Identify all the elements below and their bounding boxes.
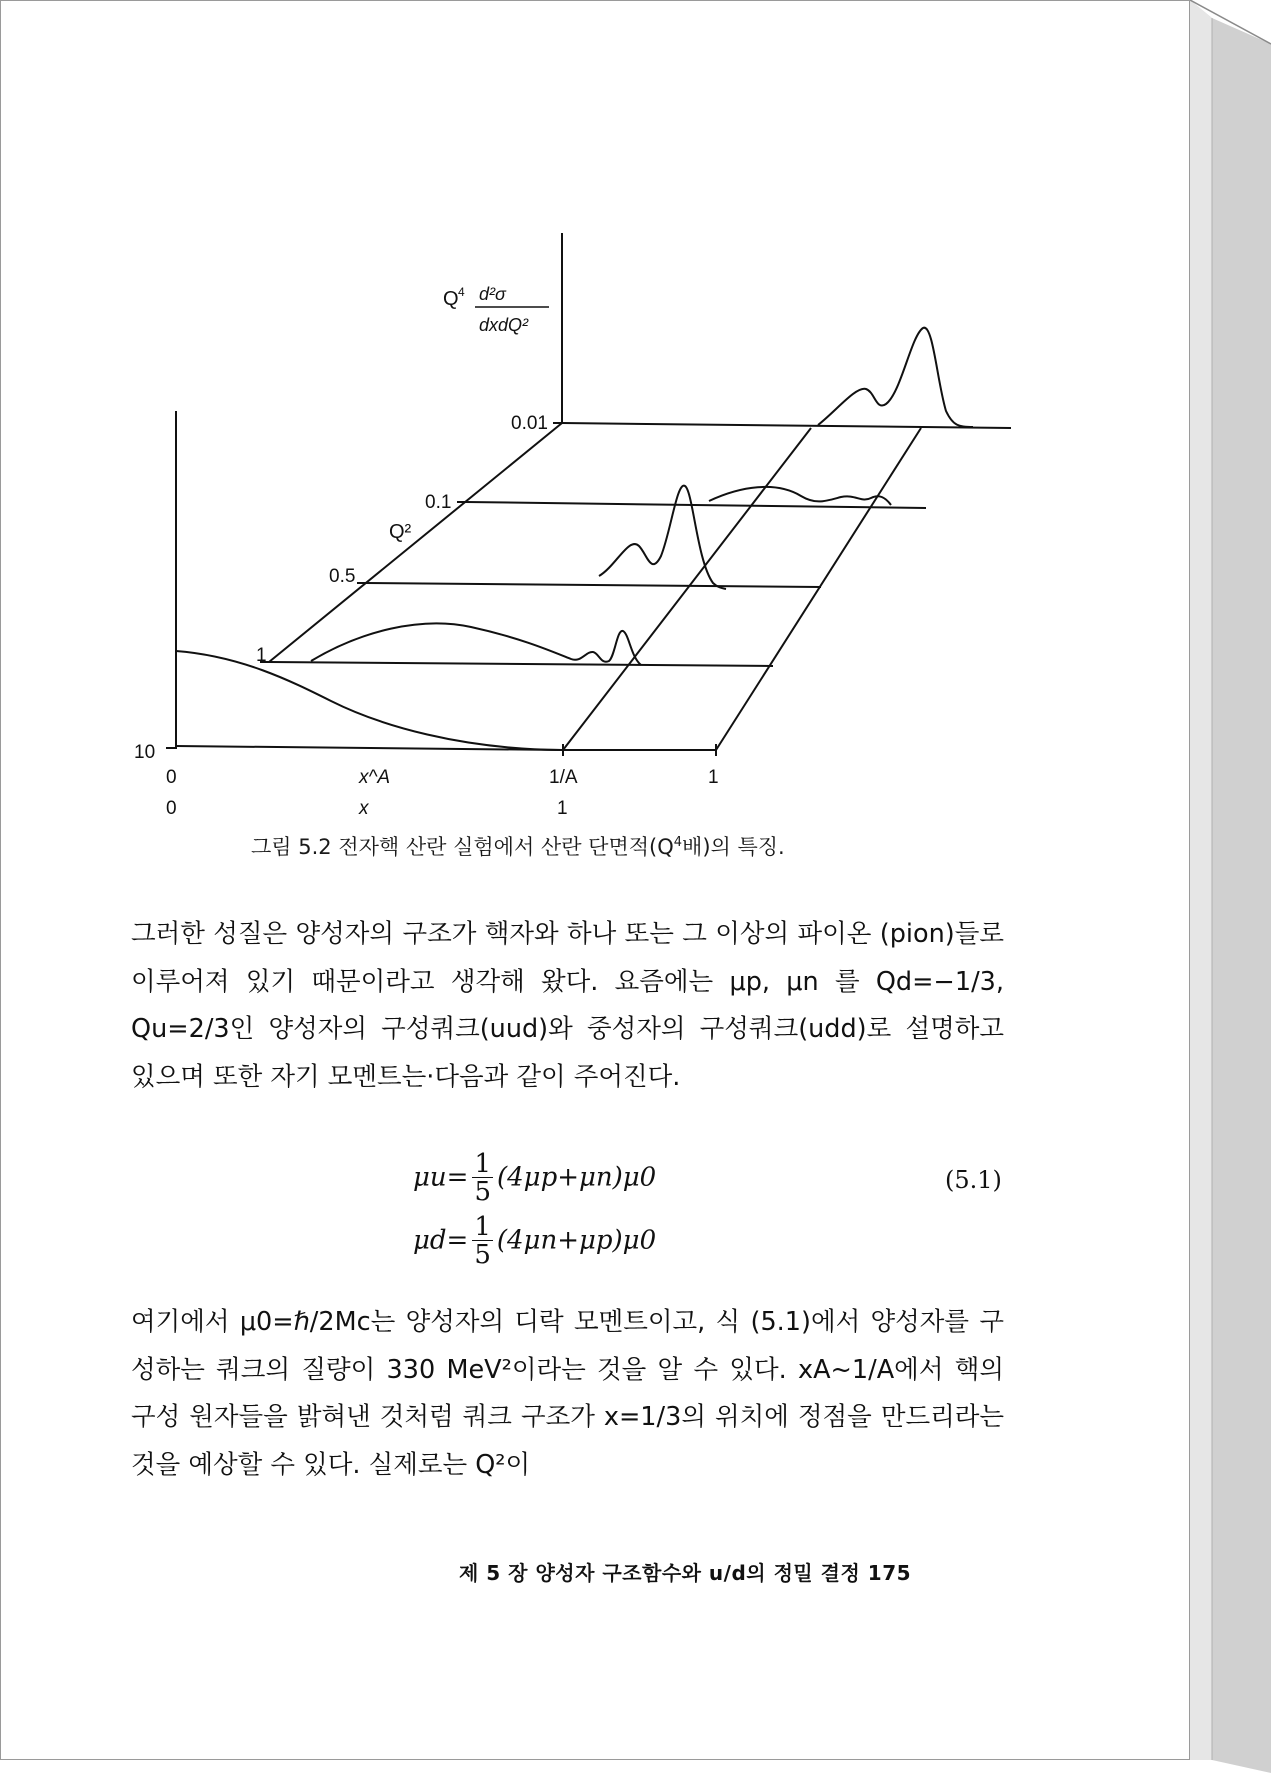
- q2-tick-01: 0.1: [425, 492, 452, 513]
- q2-tick-001: 0.01: [511, 413, 548, 434]
- page-footer: 제 5 장 양성자 구조함수와 u/d의 정밀 결정 175: [459, 1561, 912, 1585]
- x-row2-1: 1: [557, 798, 568, 819]
- equation-mu-u: μu= $\frac{1}{5}$ (4μp+μn)μ0: [413, 1149, 657, 1207]
- grid-line-01: [466, 502, 926, 508]
- equation-number: (5.1): [945, 1166, 1002, 1194]
- depth-line-1a: [563, 428, 811, 750]
- paragraph-1: 그러한 성질은 양성자의 구조가 핵자와 하나 또는 그 이상의 파이온 (pion)들로 이루어져 있기 때문이라고 생각해 왔다. 요즘에는 μp, μn 를 Qd=−1/3, Qu=2/3인 양성자의 구성쿼크(uud)와 중성자의 구성쿼크(udd)로 설명하고 있으며 또한 자기 모멘트는·다음과 같이 주어진다.: [131, 919, 1004, 1092]
- figure-caption: 그림 5.2 전자핵 산란 실험에서 산란 단면적($Q^4$배)의 특징.: [251, 835, 785, 859]
- book-spine-edge: [1190, 0, 1271, 1773]
- q2-tick-05: 0.5: [329, 566, 356, 587]
- y-label-numerator: d²σ: [479, 284, 506, 304]
- q2-tick-1: 1: [256, 645, 267, 666]
- y-label-q: Q: [443, 288, 459, 310]
- x-row1-1: 1: [708, 767, 719, 788]
- x-row1-xa: x^A: [359, 767, 391, 788]
- grid-line-001: [562, 423, 1011, 428]
- figure-5-2: [1, 1, 1191, 901]
- grid-line-05: [366, 583, 821, 587]
- left-axis-tick-10: 10: [134, 742, 156, 763]
- curve-q2-001: [818, 328, 973, 427]
- grid-line-1: [269, 662, 773, 666]
- x-row2-0: 0: [166, 798, 177, 819]
- depth-line-1: [716, 428, 921, 750]
- curve-q2-01: [709, 487, 891, 505]
- q2-axis-label: Q²: [389, 521, 412, 543]
- x-row2-x: x: [359, 798, 369, 819]
- equation-mu-d: μd= $\frac{1}{5}$ (4μn+μp)μ0: [413, 1212, 657, 1270]
- curve-q2-1: [311, 623, 641, 665]
- q2-depth-axis: [269, 423, 562, 662]
- y-label-denominator: dxdQ²: [479, 315, 529, 335]
- curve-q2-10: [176, 651, 561, 750]
- x-row1-0: 0: [166, 767, 177, 788]
- curve-q2-05: [599, 486, 726, 589]
- y-label-q-exp: 4: [458, 285, 465, 299]
- x-row1-1a: 1/A: [549, 767, 578, 788]
- paragraph-2: 여기에서 μ0=ℏ/2Mc는 양성자의 디락 모멘트이고, 식 (5.1)에서 양성자를 구성하는 쿼크의 질량이 330 MeV²이라는 것을 알 수 있다. xA~1/A에서 핵의 구성 원자들을 밝혀낸 것처럼 쿼크 구조가 x=1/3의 위치에 정점을 만드리라는 것을 예상할 수 있다. 실제로는 Q²이: [131, 1307, 1004, 1480]
